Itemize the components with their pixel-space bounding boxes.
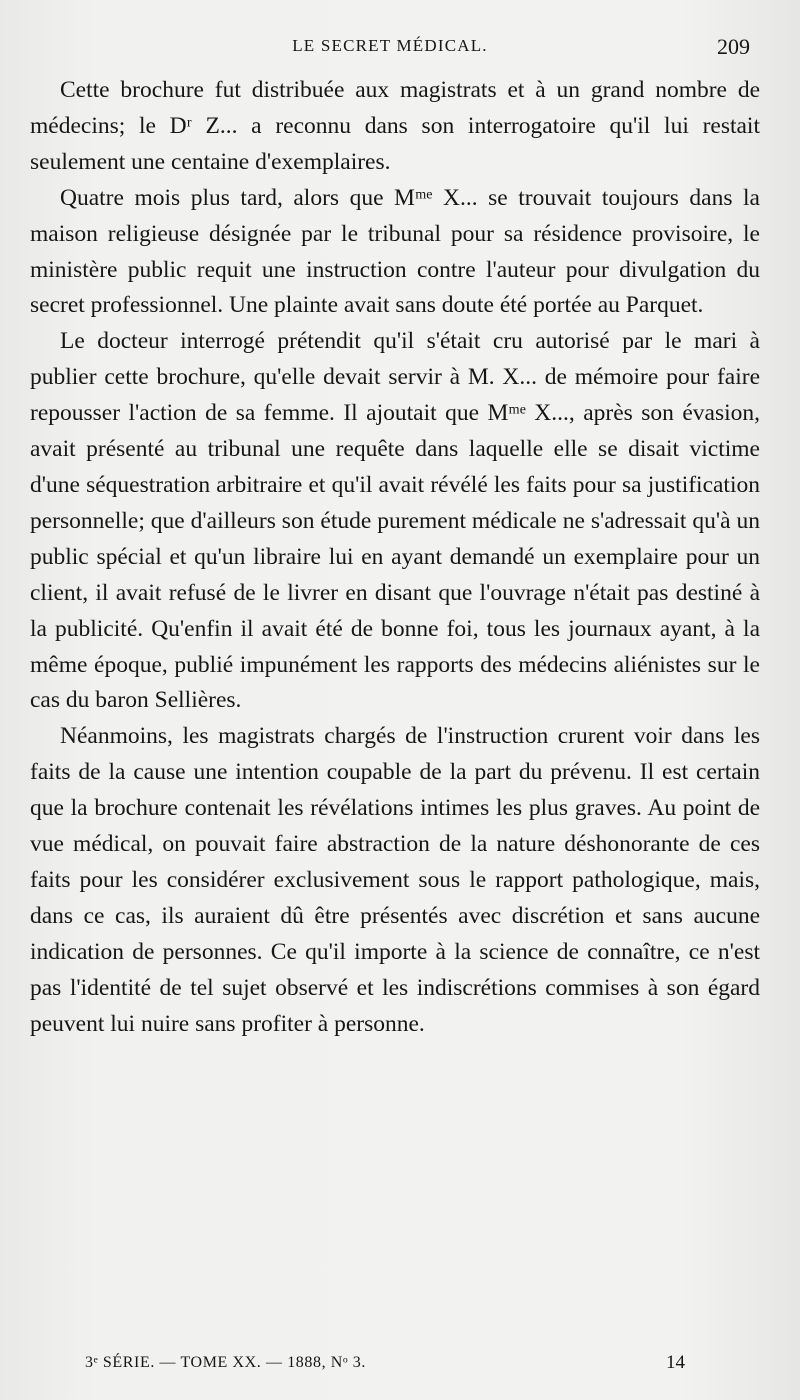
- paragraph-4: Néanmoins, les magistrats chargés de l'instruction crurent voir dans les faits de la cause une intention coupable de la part du prévenu. Il est certain que la brochure contenait les révélations intimes les plus graves. Au point de vue médical, on pouvait faire abstraction de la nature déshonorante de ces faits pour les considérer exclusivement sous le rapport pathologique, mais, dans ce cas, ils auraient dû être présentés avec discrétion et sans aucune indication de personnes. Ce qu'il importe à la science de connaître, ce n'est pas l'identité de tel sujet observé et les indiscrétions commises à son égard peuvent lui nuire sans profiter à personne.: [30, 723, 760, 1037]
- running-title: LE SECRET MÉDICAL.: [292, 36, 488, 55]
- page-footer: [30, 1354, 750, 1380]
- page-number: 209: [717, 34, 750, 59]
- paragraph-1: Cette brochure fut distribuée aux magistrats et à un grand nombre de médecins; le Dʳ Z... a reconnu dans son interrogatoire qu'il lui restait seulement une centaine d'exemplaires.: [30, 77, 760, 175]
- paragraph-2: Quatre mois plus tard, alors que Mᵐᵉ X... se trouvait toujours dans la maison religieuse désignée par le tribunal pour sa résidence provisoire, le ministère public requit une instruction contre l'auteur pour divulgation du secret professionnel. Une plainte avait sans doute été portée au Parquet.: [30, 184, 760, 319]
- body-text: [30, 73, 760, 1042]
- page-header: [30, 36, 750, 66]
- signature-number: 14: [666, 1352, 685, 1373]
- printer-signature: 3ᵉ SÉRIE. — TOME XX. — 1888, Nᵒ 3.: [85, 1354, 366, 1371]
- paragraph-3: Le docteur interrogé prétendit qu'il s'était cru autorisé par le mari à publier cette brochure, qu'elle devait servir à M. X... de mémoire pour faire repousser l'action de sa femme. Il ajoutait que Mᵐᵉ X..., après son évasion, avait présenté au tribunal une requête dans laquelle elle se disait victime d'une séquestration arbitraire et qu'il avait révélé les faits pour sa justification personnelle; que d'ailleurs son étude purement médicale ne s'adressait qu'à un public spécial et qu'un libraire lui en ayant demandé un exemplaire pour un client, il avait refusé de le livrer en disant que l'ouvrage n'était pas destiné à la publicité. Qu'enfin il avait été de bonne foi, tous les journaux ayant, à la même époque, publié impunément les rapports des médecins aliénistes sur le cas du baron Sellières.: [30, 328, 760, 714]
